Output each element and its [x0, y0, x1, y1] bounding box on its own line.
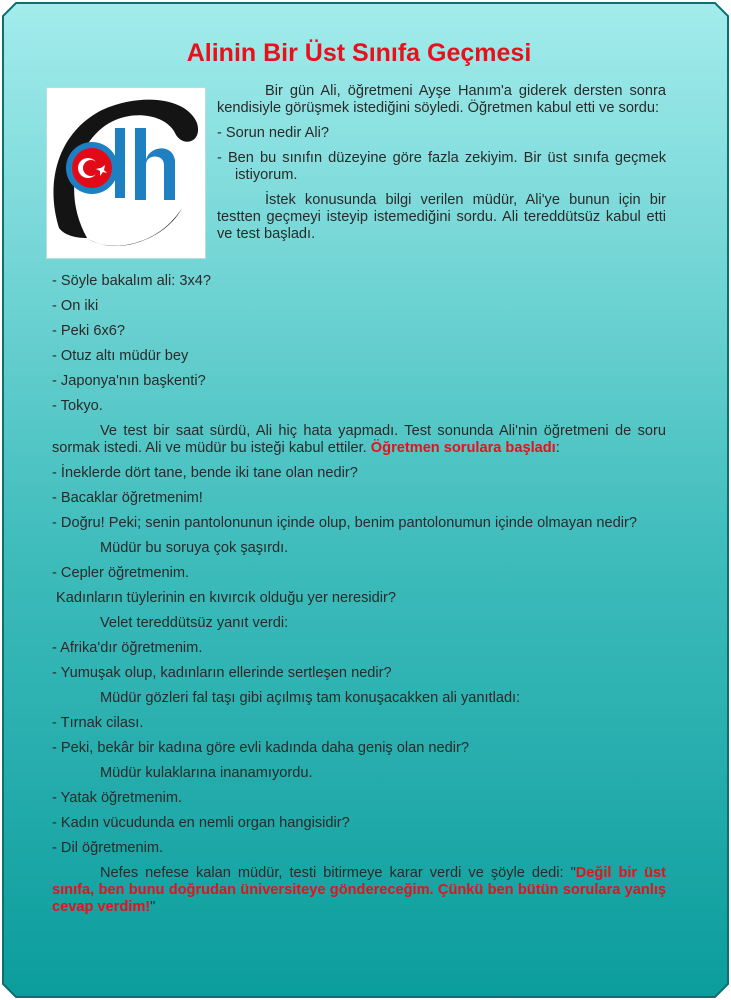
dialogue-line: - Cepler öğretmenim. — [52, 565, 190, 581]
highlight-text: Öğretmen sorulara başladı — [370, 440, 556, 456]
narrative-line: Velet tereddütsüz yanıt verdi: — [100, 615, 289, 631]
narrative-line: Müdür gözleri fal taşı gibi açılmış tam konuşacakken ali yanıtladı: — [100, 690, 521, 706]
dialogue-line: - Kadın vücudunda en nemli organ hangisidir? — [52, 815, 350, 831]
page-title: Alinin Bir Üst Sınıfa Geçmesi — [186, 39, 532, 67]
dialogue-line: - Peki, bekâr bir kadına göre evli kadında daha geniş olan nedir? — [52, 740, 469, 756]
dialogue-line: - Japonya'nın başkenti? — [52, 373, 206, 389]
dialogue-line: - Söyle bakalım ali: 3x4? — [52, 273, 211, 289]
dialogue-line: - Tokyo. — [52, 398, 103, 414]
dialogue-line: - Otuz altı müdür bey — [52, 348, 189, 364]
dialogue-line: - Yumuşak olup, kadınların ellerinde sertleşen nedir? — [52, 665, 392, 681]
closing-paragraph — [52, 865, 666, 916]
dialogue-line: - Dil öğretmenim. — [52, 840, 164, 856]
dialogue-line: - Yatak öğretmenim. — [52, 790, 183, 806]
dialogue-line: - İneklerde dört tane, bende iki tane olan nedir? — [52, 465, 358, 481]
narrative-text: " — [150, 899, 156, 915]
narrative-text: Ve test bir saat sürdü, Ali hiç hata yapmadı. Test sonunda Ali'nin öğretmeni de soru sormak istedi. Ali ve müdür bu isteği kabul ettiler. — [52, 423, 666, 456]
narrative-text: : — [555, 440, 560, 456]
narrative-paragraph — [52, 423, 666, 457]
narrative-line: Müdür kulaklarına inanamıyordu. — [100, 765, 313, 781]
intro-paragraph: Bir gün Ali, öğretmeni Ayşe Hanım'a giderek dersten sonra kendisiyle görüşmek istediğini söyledi. Öğretmen kabul etti ve sordu: — [217, 83, 666, 116]
dialogue-line: - Tırnak cilası. — [52, 715, 144, 731]
dialogue-line: - Doğru! Peki; senin pantolonunun içinde olup, benim pantolonumun içinde olmayan nedir? — [52, 515, 637, 531]
highlight-text: Değil bir üst sınıfa, ben bunu doğrudan üniversiteye göndereceğim. Çünkü ben bütün sorulara yanlış cevap verdim! — [52, 865, 666, 915]
dialogue-line: Kadınların tüylerinin en kıvırcık olduğu yer neresidir? — [52, 590, 396, 606]
dialogue-line: - Afrika'dır öğretmenim. — [52, 640, 203, 656]
intro-paragraph: İstek konusunda bilgi verilen müdür, Ali'ye bunun için bir testten geçmeyi isteyip istemediğini sordu. Ali tereddütsüz kabul etti ve test başladı. — [217, 192, 666, 242]
narrative-line: Müdür bu soruya çok şaşırdı. — [100, 540, 289, 556]
dialogue-line: - Bacaklar öğretmenim! — [52, 490, 203, 506]
dialogue-line: - Sorun nedir Ali? — [217, 125, 329, 141]
dialogue-line: - On iki — [52, 298, 99, 314]
dialogue-line: - Peki 6x6? — [52, 323, 126, 339]
page-frame — [2, 2, 729, 998]
intro-section — [217, 83, 666, 243]
narrative-text: Nefes nefese kalan müdür, testi bitirmeye karar verdi ve şöyle dedi: " — [100, 865, 576, 881]
logo — [46, 87, 206, 259]
dialogue-line: - Ben bu sınıfın düzeyine göre fazla zekiyim. Bir üst sınıfa geçmek istiyorum. — [217, 150, 666, 183]
story-body — [52, 273, 666, 916]
dh-logo-icon — [47, 88, 205, 258]
